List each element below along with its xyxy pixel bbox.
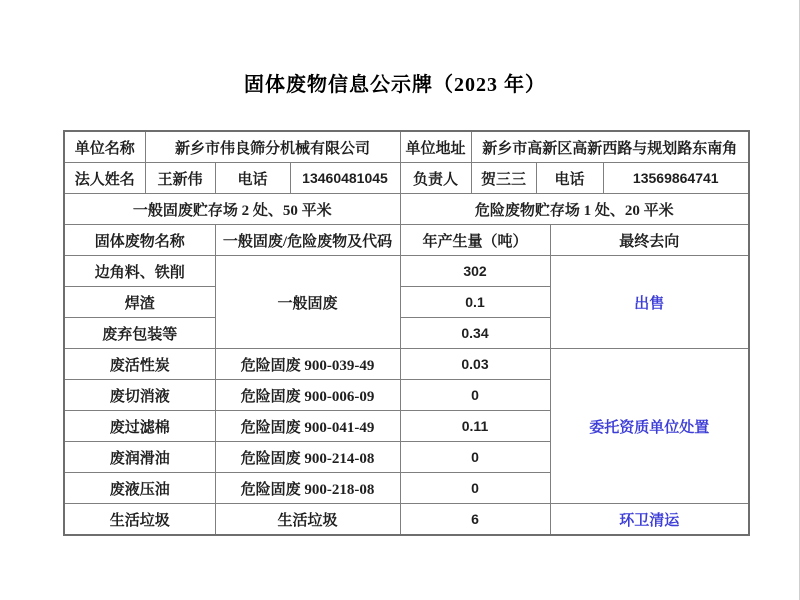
- header-waste-name: 固体废物名称: [64, 225, 215, 256]
- waste-amount: 0.1: [400, 287, 550, 318]
- waste-name: 生活垃圾: [64, 504, 215, 536]
- waste-info-table: [63, 130, 750, 536]
- waste-amount: 0: [400, 380, 550, 411]
- legal-person-label: 法人姓名: [64, 163, 145, 194]
- phone2-value: 13569864741: [603, 163, 749, 194]
- waste-amount: 0: [400, 473, 550, 504]
- waste-name: 废弃包装等: [64, 318, 215, 349]
- waste-category: 一般固废: [215, 256, 400, 349]
- page-title: 固体废物信息公示牌（2023 年）: [244, 74, 546, 96]
- manager-label: 负责人: [400, 163, 471, 194]
- manager-value: 贺三三: [471, 163, 536, 194]
- row-unit-info: [64, 131, 749, 163]
- waste-name: 废活性炭: [64, 349, 215, 380]
- waste-name: 废切消液: [64, 380, 215, 411]
- row-contacts: [64, 163, 749, 194]
- hazard-storage: 危险废物贮存场 1 处、20 平米: [400, 194, 749, 225]
- phone1-label: 电话: [215, 163, 290, 194]
- waste-amount: 0.11: [400, 411, 550, 442]
- waste-amount: 302: [400, 256, 550, 287]
- legal-person-value: 王新伟: [145, 163, 215, 194]
- waste-amount: 0: [400, 442, 550, 473]
- waste-amount: 6: [400, 504, 550, 536]
- waste-category: 危险固废 900-218-08: [215, 473, 400, 504]
- table-row: [64, 349, 749, 380]
- waste-amount: 0.03: [400, 349, 550, 380]
- general-storage: 一般固废贮存场 2 处、50 平米: [64, 194, 400, 225]
- phone1-value: 13460481045: [290, 163, 400, 194]
- unit-name-value: 新乡市伟良筛分机械有限公司: [145, 131, 400, 163]
- table-row: [64, 504, 749, 536]
- waste-name: 焊渣: [64, 287, 215, 318]
- unit-name-label: 单位名称: [64, 131, 145, 163]
- waste-category: 危险固废 900-039-49: [215, 349, 400, 380]
- waste-name: 废液压油: [64, 473, 215, 504]
- waste-category: 危险固废 900-006-09: [215, 380, 400, 411]
- header-waste-code: 一般固废/危险废物及代码: [215, 225, 400, 256]
- unit-address-label: 单位地址: [400, 131, 471, 163]
- waste-amount: 0.34: [400, 318, 550, 349]
- row-storage: [64, 194, 749, 225]
- waste-category: 生活垃圾: [215, 504, 400, 536]
- waste-name: 废润滑油: [64, 442, 215, 473]
- waste-category: 危险固废 900-041-49: [215, 411, 400, 442]
- waste-destination: 出售: [550, 256, 749, 349]
- header-annual-amount: 年产生量（吨）: [400, 225, 550, 256]
- waste-name: 边角料、铁削: [64, 256, 215, 287]
- table-row: [64, 256, 749, 287]
- waste-category: 危险固废 900-214-08: [215, 442, 400, 473]
- phone2-label: 电话: [536, 163, 603, 194]
- waste-destination: 委托资质单位处置: [550, 349, 749, 504]
- waste-destination: 环卫清运: [550, 504, 749, 536]
- header-destination: 最终去向: [550, 225, 749, 256]
- waste-name: 废过滤棉: [64, 411, 215, 442]
- unit-address-value: 新乡市高新区高新西路与规划路东南角: [471, 131, 749, 163]
- row-headers: [64, 225, 749, 256]
